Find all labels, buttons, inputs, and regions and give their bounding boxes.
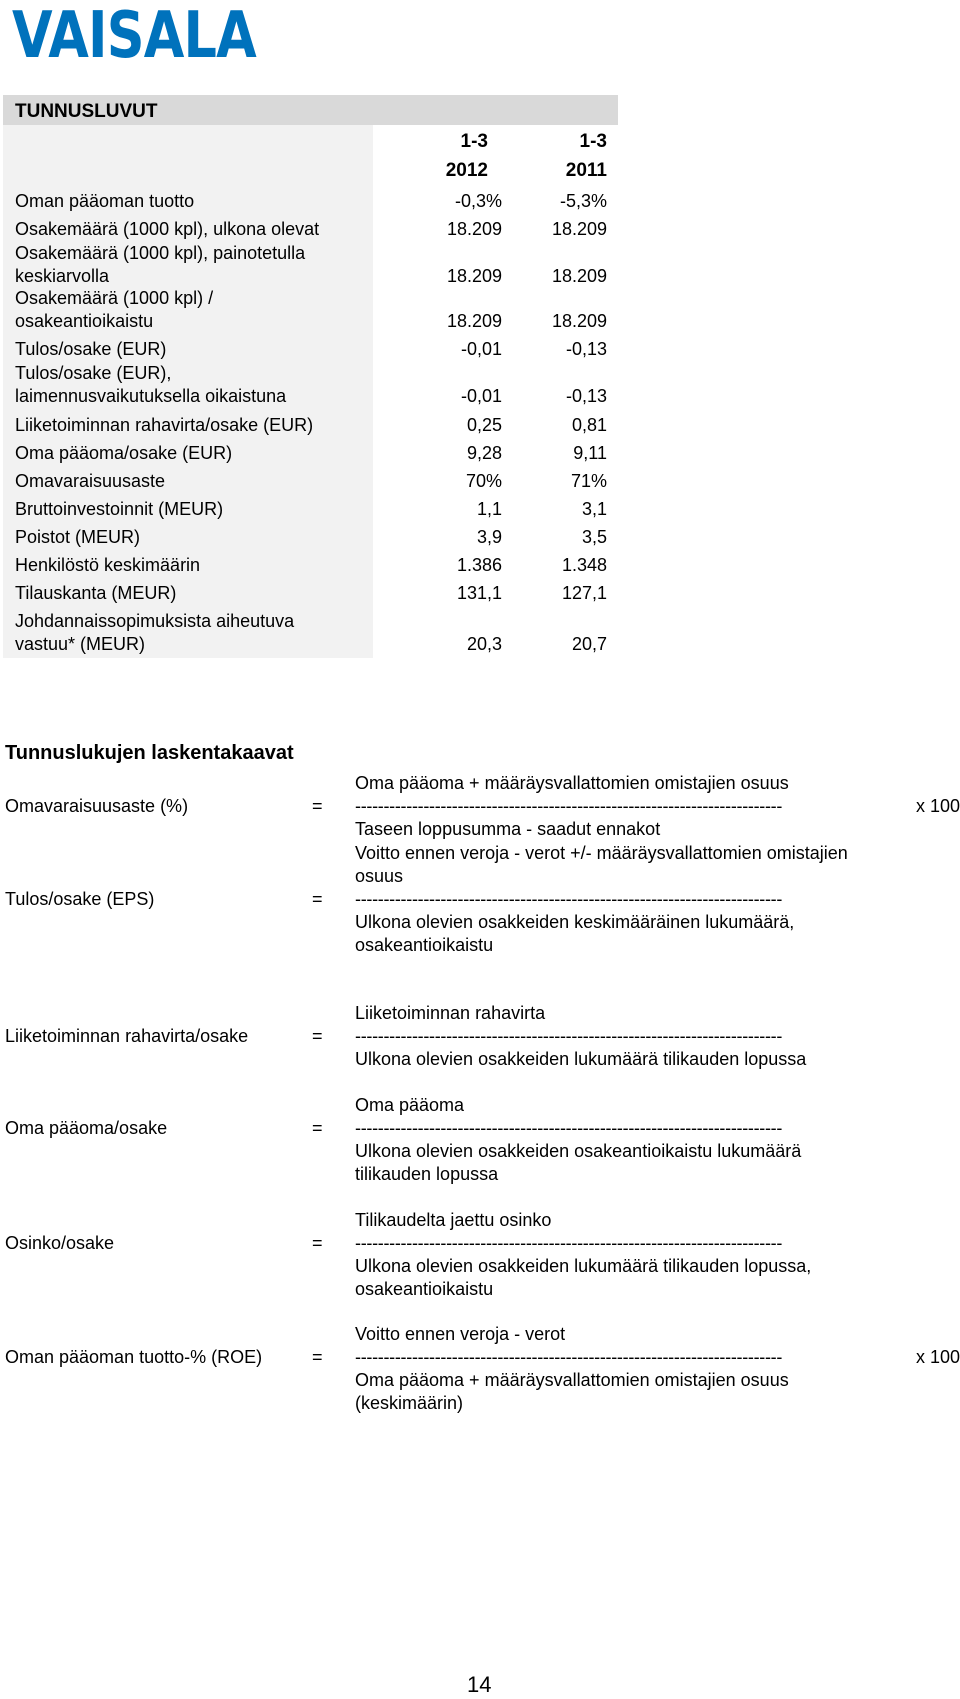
formula-divider: --------------------------------------------------------------------------- — [355, 1233, 783, 1253]
formula-equals: = — [312, 889, 323, 909]
formula-multiplier: x 100 — [915, 796, 960, 816]
kpi-value-2012: 1,1 — [476, 499, 502, 519]
formula-equals: = — [312, 796, 323, 816]
formula-fraction — [355, 1002, 855, 1071]
kpi-value-2012: 20,3 — [466, 634, 502, 654]
formula-numerator: Oma pääoma — [355, 1095, 465, 1115]
formula-equals: = — [312, 1026, 323, 1046]
formula-denominator: Ulkona olevien osakkeiden lukumäärä tilikauden lopussa — [355, 1049, 807, 1069]
kpi-value-2012: 70% — [465, 471, 502, 491]
formula-fraction — [355, 1323, 855, 1415]
formula-divider: --------------------------------------------------------------------------- — [355, 889, 783, 909]
kpi-value-2011: 0,81 — [571, 415, 607, 435]
kpi-value-2011: 127,1 — [561, 583, 607, 603]
kpi-row-label: Osakemäärä (1000 kpl), painotetulla keskiarvolla — [15, 243, 306, 286]
kpi-row — [15, 596, 615, 656]
formula-divider: --------------------------------------------------------------------------- — [355, 1118, 783, 1138]
formula-fraction — [355, 1094, 855, 1186]
formula-fraction — [355, 1209, 855, 1301]
kpi-row-label: Oma pääoma/osake (EUR) — [15, 443, 233, 463]
kpi-row-label: Oman pääoman tuotto — [15, 191, 195, 211]
kpi-header-year-2011: 2011 — [565, 160, 607, 181]
formula-label: Oma pääoma/osake — [5, 1118, 168, 1138]
kpi-value-2012: 131,1 — [456, 583, 502, 603]
kpi-value-2012: -0,01 — [460, 386, 502, 406]
kpi-row-label: Tilauskanta (MEUR) — [15, 583, 177, 603]
kpi-value-2012: 18.209 — [446, 219, 502, 239]
formula-denominator: Ulkona olevien osakkeiden lukumäärä tilikauden lopussa, osakeantioikaistu — [355, 1256, 812, 1299]
formula-numerator: Liiketoiminnan rahavirta — [355, 1003, 546, 1023]
formula-fraction — [355, 842, 855, 957]
formula-divider: --------------------------------------------------------------------------- — [355, 796, 783, 816]
formula-numerator: Oma pääoma + määräysvallattomien omistajien osuus — [355, 773, 789, 793]
kpi-header-period-2011: 1-3 — [579, 131, 607, 152]
formula-divider: --------------------------------------------------------------------------- — [355, 1026, 783, 1046]
kpi-row-label: Liiketoiminnan rahavirta/osake (EUR) — [15, 415, 314, 435]
kpi-row-label: Osakemäärä (1000 kpl), ulkona olevat — [15, 219, 320, 239]
formula-label: Tulos/osake (EPS) — [5, 889, 155, 909]
kpi-value-2011: 20,7 — [571, 634, 607, 654]
kpi-value-2011: 1.348 — [561, 555, 607, 575]
formula-label: Osinko/osake — [5, 1233, 115, 1253]
formula-equals: = — [312, 1118, 323, 1138]
kpi-value-2011: 3,1 — [581, 499, 607, 519]
formula-label: Liiketoiminnan rahavirta/osake — [5, 1026, 249, 1046]
kpi-value-2012: 0,25 — [466, 415, 502, 435]
kpi-value-2012: 18.209 — [446, 311, 502, 331]
formulas-title: Tunnuslukujen laskentakaavat — [5, 742, 294, 764]
kpi-value-2011: 3,5 — [581, 527, 607, 547]
formula-denominator: Ulkona olevien osakkeiden osakeantioikaistu lukumäärä tilikauden lopussa — [355, 1141, 802, 1184]
kpi-row-label: Osakemäärä (1000 kpl) / osakeantioikaistu — [15, 288, 214, 331]
kpi-value-2011: -5,3% — [559, 191, 607, 211]
formula-numerator: Tilikaudelta jaettu osinko — [355, 1210, 552, 1230]
kpi-row-label: Poistot (MEUR) — [15, 527, 141, 547]
formula-equals: = — [312, 1347, 323, 1367]
kpi-value-2012: -0,01 — [460, 339, 502, 359]
kpi-title: TUNNUSLUVUT — [15, 101, 158, 122]
kpi-row-label: Bruttoinvestoinnit (MEUR) — [15, 499, 224, 519]
kpi-row-label: Tulos/osake (EUR), laimennusvaikutuksella oikaistuna — [15, 363, 287, 406]
kpi-header-period-2012: 1-3 — [460, 131, 488, 152]
kpi-value-2011: 18.209 — [551, 266, 607, 286]
formula-numerator: Voitto ennen veroja - verot +/- määräysvallattomien omistajien osuus — [355, 843, 848, 886]
formula-fraction — [355, 772, 855, 841]
kpi-value-2012: -0,3% — [454, 191, 502, 211]
kpi-value-2011: 18.209 — [551, 219, 607, 239]
kpi-value-2011: 18.209 — [551, 311, 607, 331]
kpi-value-2011: -0,13 — [565, 339, 607, 359]
formula-label: Omavaraisuusaste (%) — [5, 796, 189, 816]
kpi-row-label: Johdannaissopimuksista aiheutuva vastuu* (MEUR) — [15, 611, 295, 654]
formula-multiplier: x 100 — [915, 1347, 960, 1367]
formula-denominator: Taseen loppusumma - saadut ennakot — [355, 819, 661, 839]
kpi-value-2012: 1.386 — [456, 555, 502, 575]
kpi-value-2012: 3,9 — [476, 527, 502, 547]
formula-label: Oman pääoman tuotto-% (ROE) — [5, 1347, 263, 1367]
kpi-value-2011: -0,13 — [565, 386, 607, 406]
page-number: 14 — [467, 1672, 492, 1697]
kpi-row-label: Tulos/osake (EUR) — [15, 339, 167, 359]
formula-numerator: Voitto ennen veroja - verot — [355, 1324, 566, 1344]
formula-denominator: Oma pääoma + määräysvallattomien omistajien osuus (keskimäärin) — [355, 1370, 789, 1413]
formula-divider: --------------------------------------------------------------------------- — [355, 1347, 783, 1367]
kpi-header-year-2012: 2012 — [445, 160, 488, 181]
formula-denominator: Ulkona olevien osakkeiden keskimääräinen lukumäärä, osakeantioikaistu — [355, 912, 795, 955]
vaisala-logo: VAISALA — [12, 0, 256, 73]
kpi-row-label: Henkilöstö keskimäärin — [15, 555, 201, 575]
kpi-value-2012: 18.209 — [446, 266, 502, 286]
kpi-row-label: Omavaraisuusaste — [15, 471, 166, 491]
kpi-value-2011: 71% — [570, 471, 607, 491]
kpi-value-2011: 9,11 — [573, 443, 607, 463]
kpi-value-2012: 9,28 — [466, 443, 502, 463]
formula-equals: = — [312, 1233, 323, 1253]
